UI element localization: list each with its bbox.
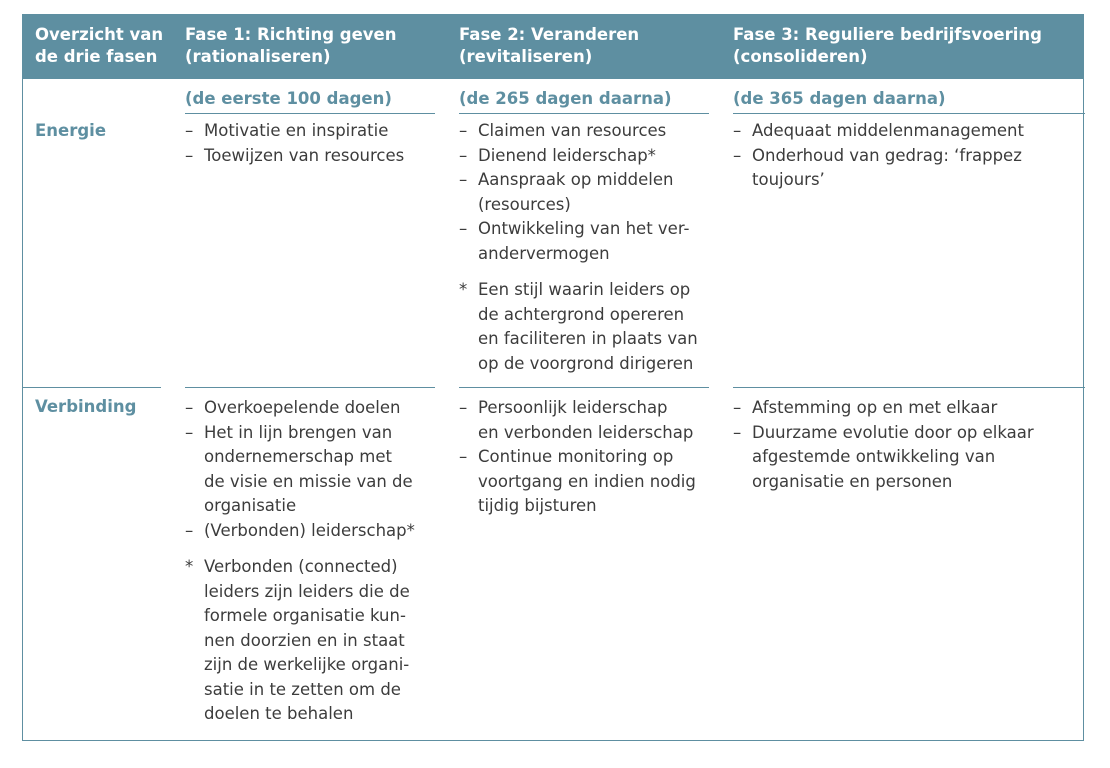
dash-marker: – <box>185 398 194 417</box>
dash-marker: – <box>459 145 468 165</box>
dash-marker: – <box>459 447 468 466</box>
list-item: – Dienend leiderschap* <box>459 144 698 169</box>
dash-marker: – <box>459 121 468 140</box>
list-item: – Ontwikkeling van het ver- andervermogen <box>459 219 690 263</box>
list-item: – Aanspraak op middelen (resources) <box>459 170 674 214</box>
energie-phase-3 <box>733 119 1024 193</box>
dash-marker: – <box>733 398 742 417</box>
dash-marker: – <box>733 121 742 140</box>
list-item: – Continue monitoring op voortgang en indien nodig tijdig bijsturen <box>459 447 696 515</box>
divider <box>459 387 709 388</box>
list-item: – Claimen van resources <box>459 119 698 144</box>
row-label-energie: Energie <box>35 121 107 140</box>
divider <box>185 387 435 388</box>
subheader-phase-1: (de eerste 100 dagen) <box>185 89 392 108</box>
header-overview: Overzicht van de drie fasen <box>35 25 164 66</box>
list-item: – Duurzame evolutie door op elkaar afgestemde ontwikkeling van organisatie en personen <box>733 422 1034 491</box>
footnote: * Een stijl waarin leiders op de achtergrond opereren en faciliteren in plaats van op de voorgrond dirigeren <box>459 280 698 373</box>
asterisk-marker: * <box>459 280 468 299</box>
divider <box>23 387 161 388</box>
energie-phase-2 <box>459 119 698 376</box>
divider <box>459 113 709 114</box>
subheader-phase-3: (de 365 dagen daarna) <box>733 89 946 108</box>
list-item: – Motivatie en inspiratie <box>185 119 404 144</box>
dash-marker: – <box>459 398 468 417</box>
divider <box>733 387 1085 388</box>
header-phase-1: Fase 1: Richting geven (rationaliseren) <box>185 25 397 66</box>
verbinding-phase-2 <box>459 396 696 519</box>
divider <box>733 113 1085 114</box>
list-item: – Afstemming op en met elkaar <box>733 396 1034 421</box>
list-item: – Adequaat middelenmanagement <box>733 119 1024 144</box>
table-header <box>23 15 1083 79</box>
row-label-verbinding: Verbinding <box>35 397 137 416</box>
dash-marker: – <box>185 422 194 442</box>
dash-marker: – <box>459 219 468 238</box>
footnote: * Verbonden (connected) leiders zijn leiders die de formele organisatie kun- nen doorzien en in staat zijn de werkelijke organi- satie in te zetten om de doelen te behalen <box>185 557 410 723</box>
phases-table <box>22 14 1084 741</box>
verbinding-phase-1 <box>185 396 415 727</box>
dash-marker: – <box>459 170 468 189</box>
asterisk-marker: * <box>185 557 194 576</box>
list-item: – Onderhoud van gedrag: ‘frappez toujours’ <box>733 145 1022 189</box>
dash-marker: – <box>733 145 742 165</box>
header-phase-2: Fase 2: Veranderen (revitaliseren) <box>459 25 640 66</box>
list-item: – Het in lijn brengen van ondernemerschap met de visie en missie van de organisatie <box>185 422 413 515</box>
dash-marker: – <box>733 422 742 442</box>
subheader-phase-2: (de 265 dagen daarna) <box>459 89 672 108</box>
energie-phase-1 <box>185 119 404 168</box>
dash-marker: – <box>185 121 194 140</box>
dash-marker: – <box>185 520 194 540</box>
header-phase-3: Fase 3: Reguliere bedrijfsvoering (consolideren) <box>733 25 1042 66</box>
verbinding-phase-3 <box>733 396 1034 494</box>
list-item: – Overkoepelende doelen <box>185 396 415 421</box>
list-item: – Persoonlijk leiderschap en verbonden leiderschap <box>459 398 694 442</box>
list-item: – Toewijzen van resources <box>185 144 404 169</box>
list-item: – (Verbonden) leiderschap* <box>185 519 415 544</box>
divider <box>185 113 435 114</box>
dash-marker: – <box>185 145 194 165</box>
